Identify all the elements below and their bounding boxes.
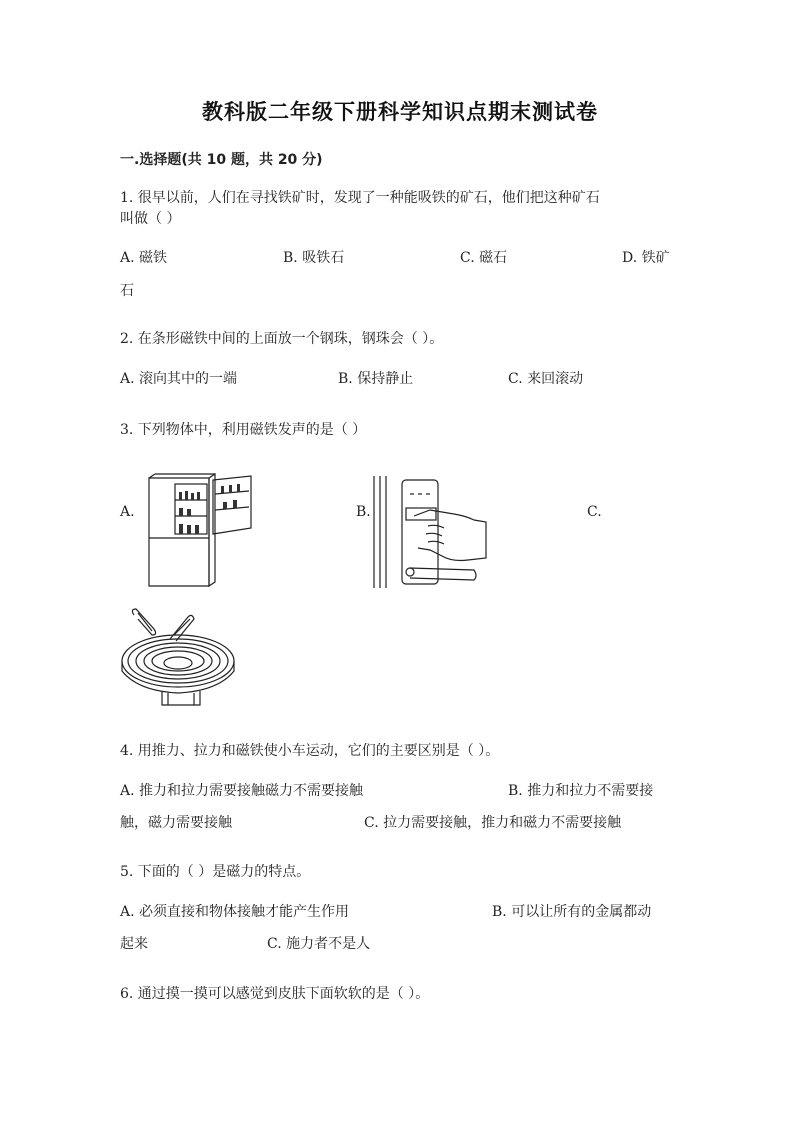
q1-option-d-wrap: 石 [120,283,134,299]
q5-option-b: B. 可以让所有的金属都动 [492,904,652,920]
q1-option-a: A. 磁铁 [120,250,168,266]
q2-option-a: A. 滚向其中的一端 [120,371,238,387]
question-4-stem: 4. 用推力、拉力和磁铁使小车运动，它们的主要区别是（ ）。 [120,743,500,759]
q4-option-a: A. 推力和拉力需要接触磁力不需要接触 [120,783,364,799]
q1-option-c: C. 磁石 [460,250,508,266]
speaker-icon [118,605,243,709]
q5-option-c: C. 施力者不是人 [267,936,371,952]
q4-option-c: C. 拉力需要接触，推力和磁力不需要接触 [364,815,622,831]
door-lock-card-icon [370,476,490,588]
q4-option-b-wrap: 触，磁力需要接触 [120,815,232,831]
q1-option-d: D. 铁矿 [622,250,670,266]
question-5-stem: 5. 下面的（ ）是磁力的特点。 [120,864,311,880]
question-3-stem: 3. 下列物体中，利用磁铁发声的是（ ） [120,422,367,438]
question-1-stem: 1. 很早以前，人们在寻找铁矿时，发现了一种能吸铁的矿石，他们把这种矿石 [120,190,600,206]
question-1-stem-cont: 叫做（ ） [120,211,181,227]
q2-option-b: B. 保持静止 [338,371,414,387]
q3-option-a: A. [120,504,135,520]
section-heading: 一.选择题(共 10 题，共 20 分) [120,152,323,168]
q4-option-b: B. 推力和拉力不需要接 [508,783,654,799]
q2-option-c: C. 来回滚动 [508,371,584,387]
q3-option-c: C. [587,504,602,520]
page-title: 教科版二年级下册科学知识点期末测试卷 [202,100,598,124]
refrigerator-icon [145,472,257,592]
q5-option-a: A. 必须直接和物体接触才能产生作用 [120,904,350,920]
q3-option-b: B. [356,504,371,520]
q1-option-b: B. 吸铁石 [283,250,345,266]
question-2-stem: 2. 在条形磁铁中间的上面放一个钢珠，钢珠会（ ）。 [120,331,444,347]
q5-option-b-wrap: 起来 [120,936,148,952]
question-6-stem: 6. 通过摸一摸可以感觉到皮肤下面软软的是（ ）。 [120,986,430,1002]
